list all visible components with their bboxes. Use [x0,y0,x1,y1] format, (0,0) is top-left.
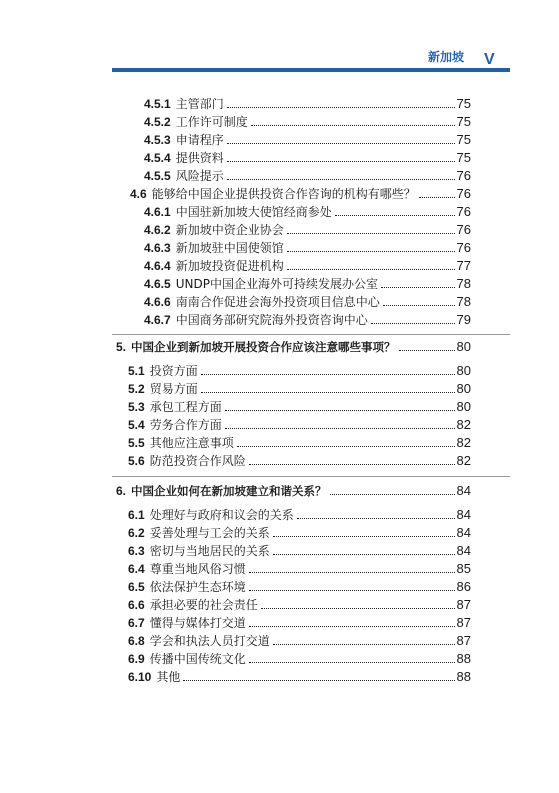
toc-entry-title: 工作许可制度 [175,115,248,129]
toc-entry-number: 4.5.1 [144,97,171,111]
toc-entry-number: 6.5 [128,580,145,594]
toc-chapter-title: 中国企业到新加坡开展投资合作应该注意哪些事项？ [131,340,396,354]
dot-leader [335,204,455,216]
toc-entry-page: 84 [456,507,471,522]
dot-leader [227,168,455,180]
toc-entry-page: 87 [456,615,471,630]
toc-chapter-6[interactable] [116,482,471,500]
toc-entry[interactable] [128,452,471,470]
dot-leader [227,150,455,162]
toc-entry-page: 78 [456,294,471,309]
toc-entry-number: 4.5.5 [144,169,171,183]
toc-entry-number: 4.6.4 [144,259,171,273]
toc-entry-title: 新加坡中资企业协会 [175,223,284,237]
dot-leader [273,633,455,645]
toc-entry[interactable] [144,257,471,275]
toc-entry-title: 尊重当地风俗习惯 [149,562,246,576]
toc-entry-number: 6.8 [128,634,145,648]
toc-entry-page: 84 [456,525,471,540]
dot-leader [249,615,455,627]
toc-entry-page: 82 [456,453,471,468]
toc-entry[interactable] [128,650,471,668]
toc-entry[interactable] [128,362,471,380]
toc-entry-title: 密切与当地居民的关系 [149,544,270,558]
toc-entry-page: 80 [456,363,471,378]
toc-entry[interactable] [128,578,471,596]
toc-entry-page: 82 [456,417,471,432]
toc-entry-number: 5.6 [128,454,145,468]
toc-entry[interactable] [128,380,471,398]
toc-entry-title: 学会和执法人员打交道 [149,634,270,648]
toc-entry[interactable] [128,416,471,434]
toc-entry-title: 防范投资合作风险 [149,454,246,468]
toc-entry-page: 82 [456,435,471,450]
toc-entry-title: 懂得与媒体打交道 [149,616,246,630]
toc-entry-number: 6.3 [128,544,145,558]
toc-entry-title: 其他应注意事项 [149,436,234,450]
toc-entry-page: 76 [456,186,471,201]
toc-entry-page: 75 [456,114,471,129]
toc-entry-number: 4.6.7 [144,313,171,327]
toc-entry[interactable] [128,524,471,542]
toc-entry-title: 能够给中国企业提供投资合作咨询的机构有哪些？ [151,187,416,201]
dot-leader [225,399,455,411]
toc-entry-title: 其他 [156,670,181,684]
dot-leader [225,417,455,429]
toc-entry-title: 承担必要的社会责任 [149,598,258,612]
toc-entry-title: 承包工程方面 [149,400,222,414]
toc-entry-number: 5.2 [128,382,145,396]
toc-entry[interactable] [144,239,471,257]
toc-chapter-number: 6. [116,484,127,498]
header-rule [112,68,510,72]
toc-entry[interactable] [128,506,471,524]
toc-entry[interactable] [144,203,471,221]
toc-entry-number: 6.9 [128,652,145,666]
toc-entry[interactable] [130,185,471,203]
toc-entry-number: 5.1 [128,364,145,378]
toc-entry-title: 申请程序 [175,133,224,147]
toc-entry-number: 4.5.2 [144,115,171,129]
dot-leader [287,258,455,270]
toc-entry-number: 4.6.5 [144,277,171,291]
dot-leader [249,579,455,591]
dot-leader [261,597,455,609]
toc-entry-number: 4.6.2 [144,223,171,237]
toc-entry-page: 87 [456,633,471,648]
dot-leader [227,96,455,108]
toc-entry-title: 提供资料 [175,151,224,165]
toc-entry-page: 75 [456,96,471,111]
toc-entry-title: 中国商务部研究院海外投资咨询中心 [175,313,368,327]
toc-entry-title: 处理好与政府和议会的关系 [149,508,294,522]
toc-entry-title: 新加坡驻中国使领馆 [175,241,284,255]
toc-entry[interactable] [128,434,471,452]
toc-entry-number: 6.4 [128,562,145,576]
toc-entry-number: 6.7 [128,616,145,630]
toc-entry[interactable] [144,95,471,113]
toc-entry-title: 中国驻新加坡大使馆经商参处 [175,205,332,219]
dot-leader [201,363,455,375]
toc-entry-number: 5.3 [128,400,145,414]
toc-chapter-page: 80 [456,339,471,354]
page-number-roman: V [484,51,495,68]
dot-leader [381,276,455,288]
toc-entry[interactable] [144,149,471,167]
dot-leader [371,312,455,324]
toc-entry-number: 4.5.4 [144,151,171,165]
dot-leader [399,339,455,351]
dot-leader [201,381,455,393]
toc-entry-number: 6.1 [128,508,145,522]
toc-entry-title: 依法保护生态环境 [149,580,246,594]
toc-entry-page: 85 [456,561,471,576]
toc-entry[interactable] [128,596,471,614]
toc-entry[interactable] [128,632,471,650]
toc-entry-title: 主管部门 [175,97,224,111]
toc-chapter-5[interactable] [116,338,471,356]
toc-entry-page: 86 [456,579,471,594]
dot-leader [330,483,455,495]
toc-entry-page: 75 [456,150,471,165]
dot-leader [287,240,455,252]
dot-leader [249,561,455,573]
toc-entry[interactable] [144,293,471,311]
toc-entry-number: 4.5.3 [144,133,171,147]
toc-entry-number: 6.2 [128,526,145,540]
toc-entry[interactable] [128,542,471,560]
dot-leader [251,114,455,126]
toc-entry-number: 4.6.1 [144,205,171,219]
toc-entry-number: 4.6.3 [144,241,171,255]
toc-entry-number: 5.4 [128,418,145,432]
toc-entry[interactable] [144,113,471,131]
toc-chapter-title: 中国企业如何在新加坡建立和谐关系？ [131,484,327,498]
dot-leader [419,186,455,198]
dot-leader [297,507,455,519]
toc-chapter-page: 84 [456,483,471,498]
toc-entry-page: 79 [456,312,471,327]
toc-entry-page: 88 [456,651,471,666]
toc-entry-page: 80 [456,381,471,396]
toc-entry[interactable] [128,398,471,416]
running-header-country: 新加坡 [428,50,465,64]
dot-leader [273,543,455,555]
toc-entry-title: 南南合作促进会海外投资项目信息中心 [175,295,380,309]
toc-entry-title: 劳务合作方面 [149,418,222,432]
toc-entry-page: 80 [456,399,471,414]
toc-entry-title: 投资方面 [149,364,198,378]
dot-leader [249,651,455,663]
toc-entry-number: 4.6.6 [144,295,171,309]
toc-entry[interactable] [144,221,471,239]
toc-entry-title: 风险提示 [175,169,224,183]
dot-leader [287,222,455,234]
section-separator [112,334,510,335]
dot-leader [227,132,455,144]
toc-entry[interactable] [144,311,471,329]
dot-leader [237,435,455,447]
toc-entry-title: 贸易方面 [149,382,198,396]
toc-entry[interactable] [144,275,471,293]
toc-entry[interactable] [128,560,471,578]
toc-entry-page: 77 [456,258,471,273]
toc-entry[interactable] [128,668,471,686]
toc-entry[interactable] [144,167,471,185]
toc-entry-page: 76 [456,222,471,237]
toc-entry-number: 6.6 [128,598,145,612]
toc-entry-page: 76 [456,168,471,183]
toc-entry-page: 75 [456,132,471,147]
dot-leader [383,294,455,306]
toc-entry-number: 5.5 [128,436,145,450]
toc-entry-title: 妥善处理与工会的关系 [149,526,270,540]
toc-entry-page: 84 [456,543,471,558]
toc-entry-page: 87 [456,597,471,612]
toc-entry-page: 76 [456,204,471,219]
toc-entry-page: 78 [456,276,471,291]
toc-chapter-number: 5. [116,340,127,354]
toc-entry-page: 88 [456,669,471,684]
toc-entry-title: 新加坡投资促进机构 [175,259,284,273]
dot-leader [183,669,454,681]
dot-leader [249,453,455,465]
toc-entry-title: UNDP中国企业海外可持续发展办公室 [175,277,378,291]
toc-entry[interactable] [144,131,471,149]
toc-entry-page: 76 [456,240,471,255]
toc-entry-number: 6.10 [128,670,152,684]
dot-leader [273,525,455,537]
section-separator [112,476,510,477]
toc-entry-number: 4.6 [130,187,147,201]
toc-entry-title: 传播中国传统文化 [149,652,246,666]
toc-entry[interactable] [128,614,471,632]
